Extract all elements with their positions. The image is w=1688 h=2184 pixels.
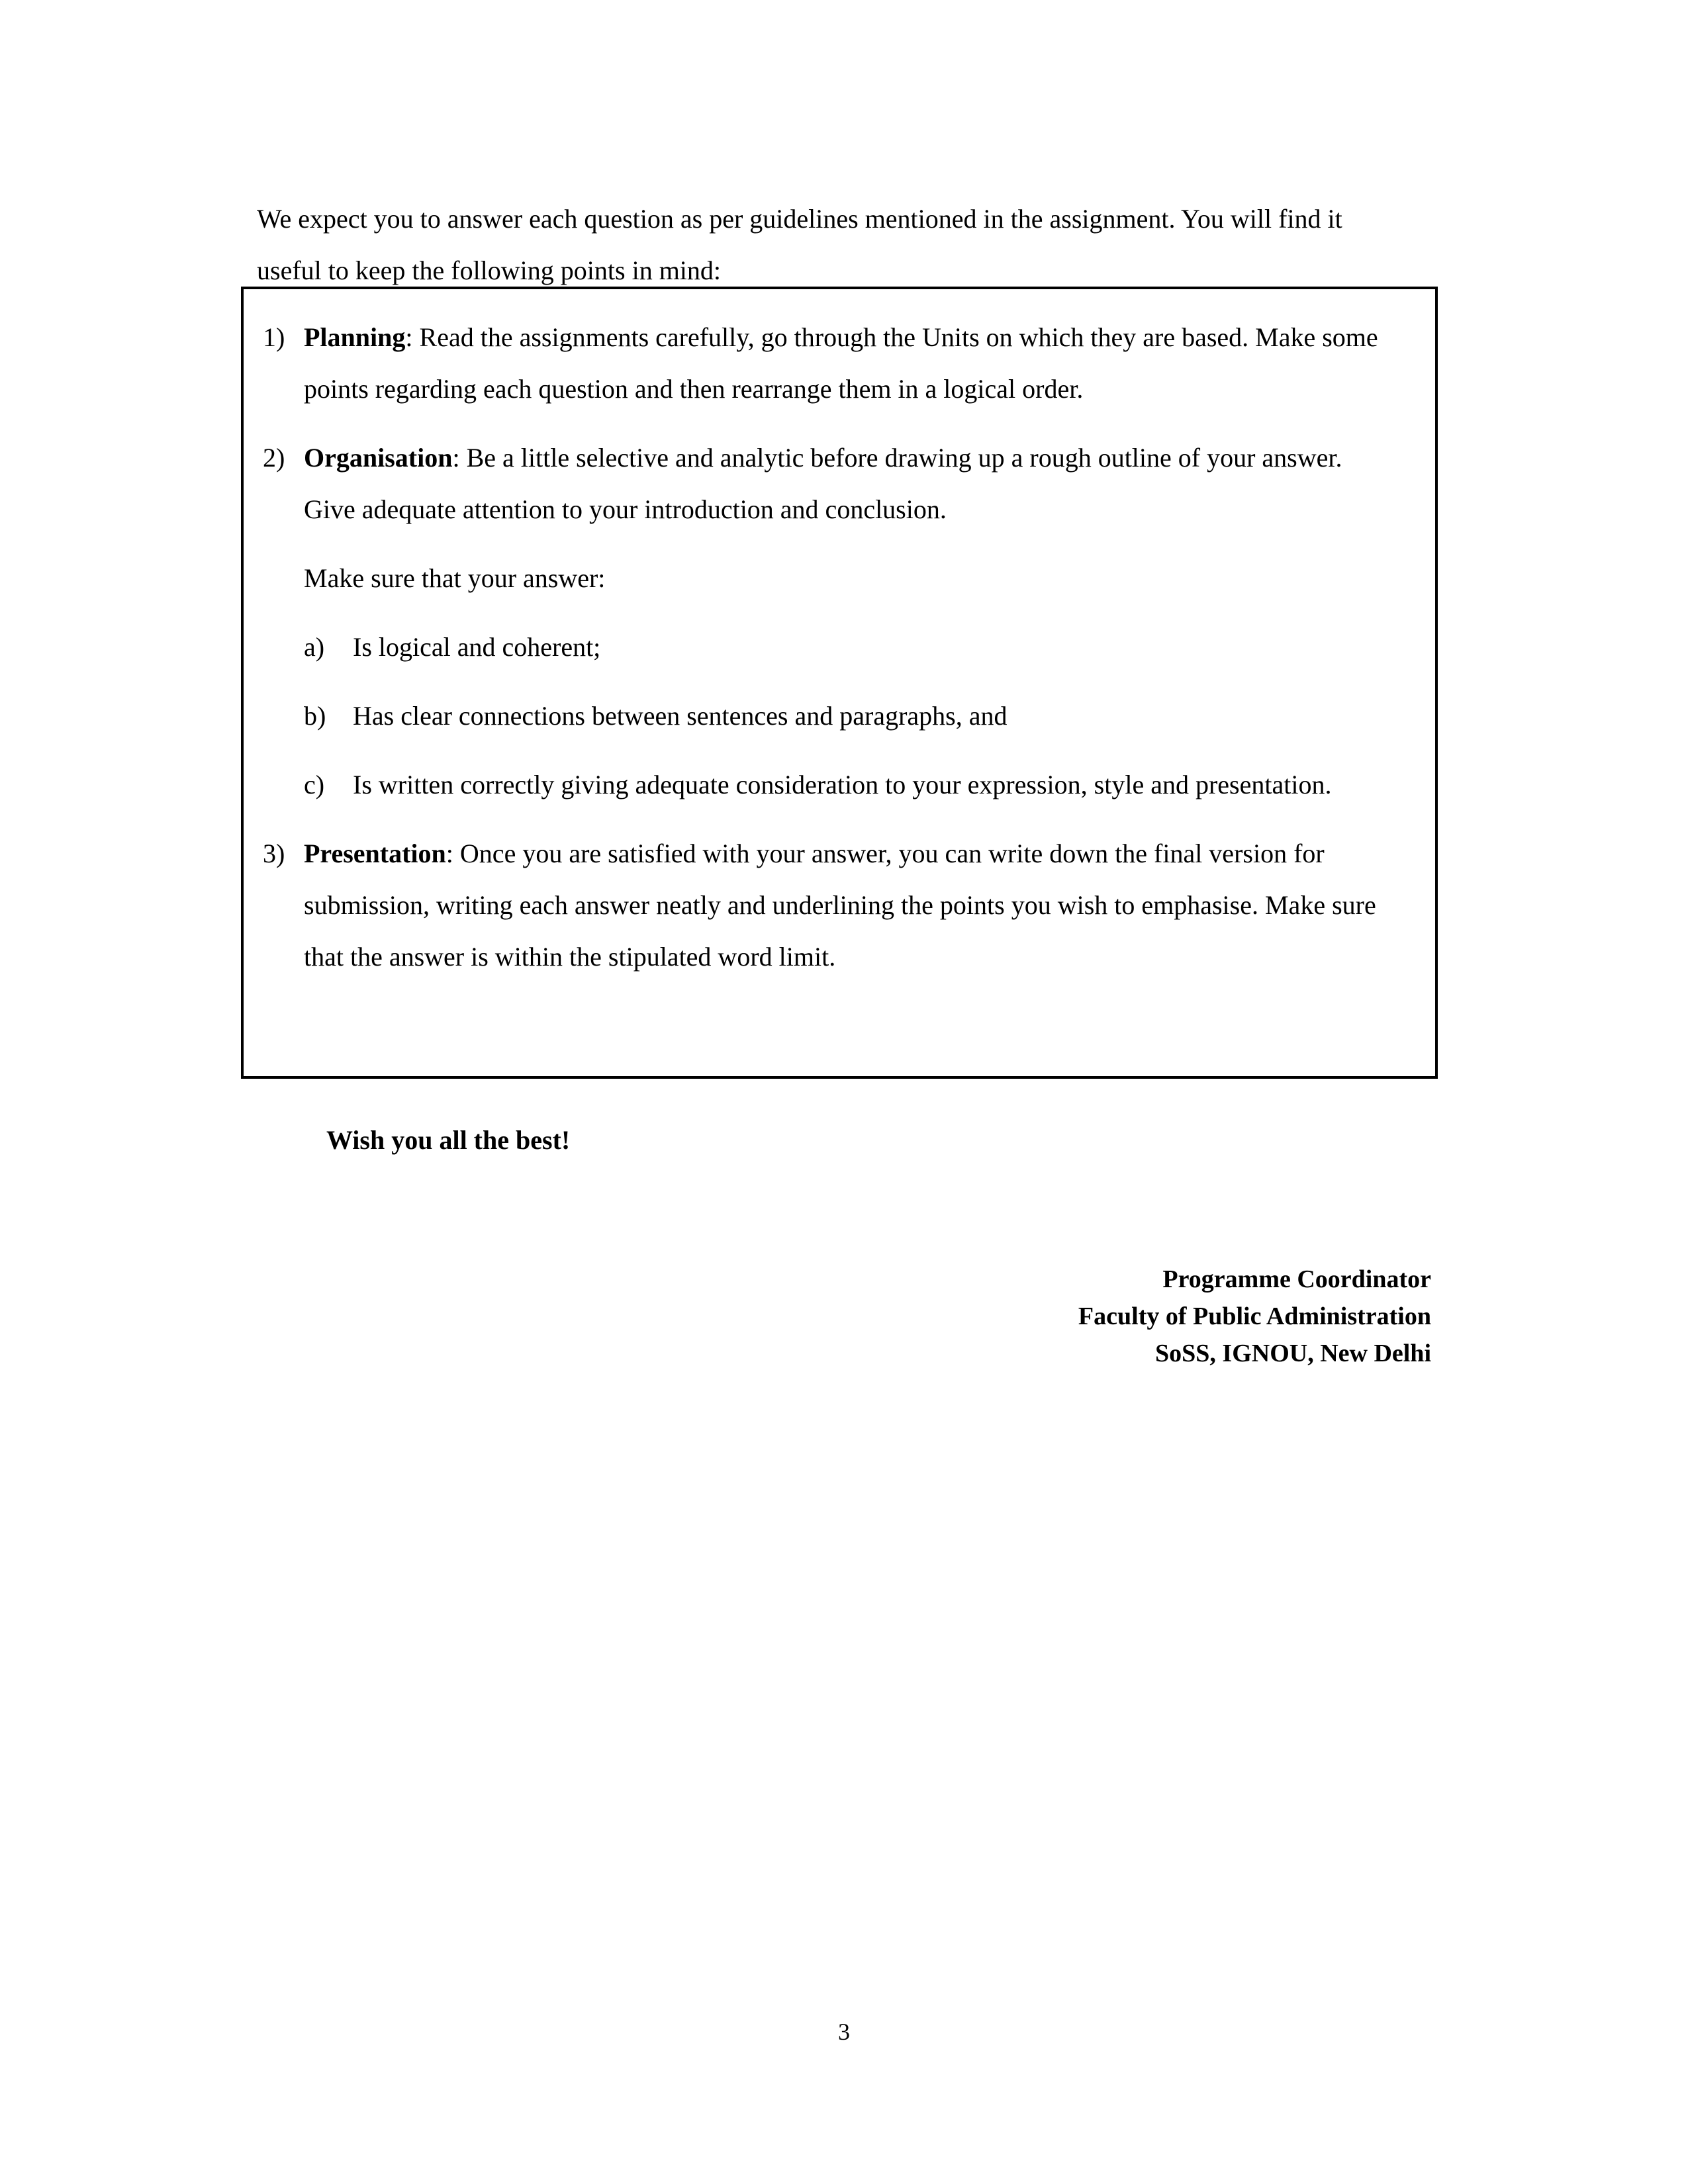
list-item-body [304, 312, 1395, 415]
sub-list-item [304, 621, 1395, 673]
sub-list-item-text: Is logical and coherent; [353, 632, 601, 662]
list-item-separator: : [405, 322, 420, 352]
list-item-text: Once you are satisfied with your answer, you can write down the final version for submission, writing each answer neatly and underlining the points you wish to emphasise. Make sure that the answer is within the stipulated word limit. [304, 839, 1376, 972]
sub-list-item-marker: a) [304, 632, 325, 662]
list-item-text: Be a little selective and analytic before drawing up a rough outline of your answer. Give adequate attention to your introduction and conclusion. [304, 443, 1342, 524]
list-item-marker: 1) [263, 322, 285, 352]
list-item-body [304, 432, 1395, 535]
list-item [263, 432, 1395, 535]
list-item-marker: 2) [263, 443, 285, 473]
sub-list-item [304, 759, 1395, 811]
list-item-marker: 3) [263, 839, 285, 868]
sub-list-item-marker: c) [304, 770, 325, 799]
page-number: 3 [838, 2019, 850, 2045]
list-item-body [304, 828, 1395, 983]
signature-line-role: Programme Coordinator [1162, 1265, 1431, 1293]
closing-line: Wish you all the best! [326, 1125, 571, 1155]
list-item [263, 828, 1395, 983]
list-item-text: Read the assignments carefully, go through the Units on which they are based. Make some points regarding each question and then rearrange them in a logical order. [304, 322, 1378, 404]
guidelines-list [244, 289, 1435, 1076]
sub-list-item [304, 690, 1395, 742]
sub-list-item-text: Has clear connections between sentences and paragraphs, and [353, 701, 1008, 731]
sub-list-item-marker: b) [304, 701, 326, 731]
sub-list-item-text: Is written correctly giving adequate consideration to your expression, style and presentation. [353, 770, 1332, 799]
list-item [263, 312, 1395, 415]
list-item-heading: Organisation [304, 443, 453, 473]
intro-paragraph: We expect you to answer each question as per guidelines mentioned in the assignment. You will find it useful to keep the following points in mind: [257, 204, 1342, 285]
signature-block [1078, 1261, 1431, 1372]
list-item-heading: Presentation [304, 839, 446, 868]
list-item-heading: Planning [304, 322, 406, 352]
list-item-separator: : [445, 839, 460, 868]
guidelines-box [241, 287, 1438, 1079]
signature-line-faculty: Faculty of Public Administration [1078, 1302, 1431, 1330]
sub-list-intro: Make sure that your answer: [304, 563, 606, 593]
list-item-separator: : [452, 443, 467, 473]
signature-line-institution: SoSS, IGNOU, New Delhi [1155, 1340, 1431, 1367]
